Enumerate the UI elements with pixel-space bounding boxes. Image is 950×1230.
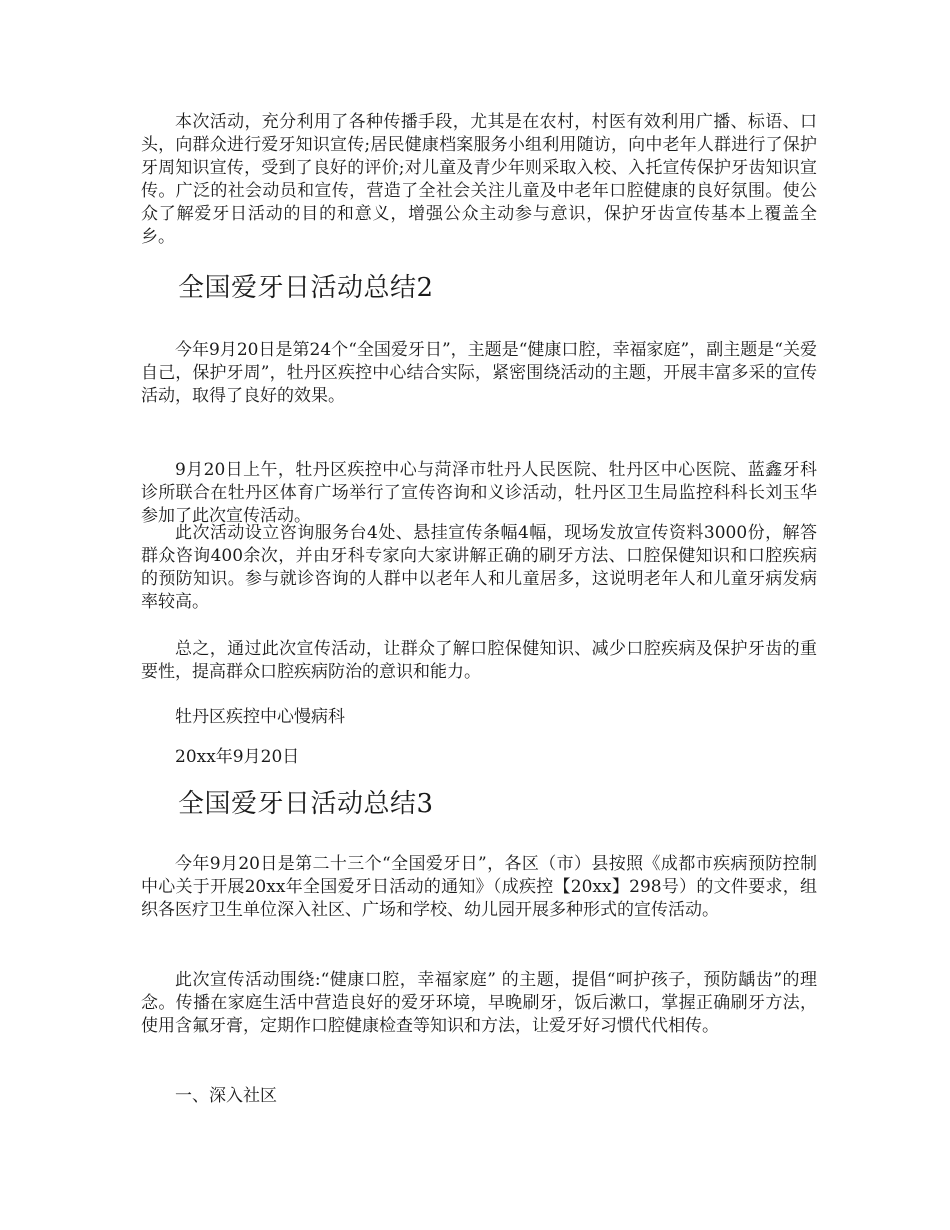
section-3-title: 全国爱牙日活动总结3 — [178, 789, 434, 819]
section-3-paragraph-1: 今年9月20日是第二十三个“全国爱牙日”，各区（市）县按照《成都市疾病预防控制中心关于开展20xx年全国爱牙日活动的通知》（成疾控【20xx】298号）的文件要求，组织各医疗卫生单位深入社区、广场和学校、幼儿园开展多种形式的宣传活动。 — [141, 854, 817, 920]
section-2-paragraph-1: 今年9月20日是第24个“全国爱牙日”，主题是“健康口腔，幸福家庭”，副主题是“关爱自己，保护牙周”，牡丹区疾控中心结合实际，紧密围绕活动的主题，开展丰富多采的宣传活动，取得了良好的效果。 — [141, 340, 817, 406]
paragraph-intro: 本次活动，充分利用了各种传播手段，尤其是在农村，村医有效利用广播、标语、口头，向群众进行爱牙知识宣传;居民健康档案服务小组利用随访，向中老年人群进行了保护牙周知识宣传，受到了良好的评价;对儿童及青少年则采取入校、入托宣传保护牙齿知识宣传。广泛的社会动员和宣传，营造了全社会关注儿童及中老年口腔健康的良好氛围。使公众了解爱牙日活动的目的和意义，增强公众主动参与意识，保护牙齿宣传基本上覆盖全乡。 — [141, 112, 817, 247]
section-3-paragraph-2: 此次宣传活动围绕:“健康口腔，幸福家庭” 的主题，提倡“呵护孩子，预防龋齿”的理念。传播在家庭生活中营造良好的爱牙环境，早晚刷牙，饭后漱口，掌握正确刷牙方法，使用含氟牙膏，定期作口腔健康检查等知识和方法，让爱牙好习惯代代相传。 — [141, 970, 817, 1036]
section-2-title: 全国爱牙日活动总结2 — [178, 273, 434, 303]
section-3-subheading-community: 一、深入社区 — [175, 1086, 277, 1106]
section-2-paragraph-2: 9月20日上午，牡丹区疾控中心与菏泽市牡丹人民医院、牡丹区中心医院、蓝鑫牙科诊所联合在牡丹区体育广场举行了宣传咨询和义诊活动，牡丹区卫生局监控科科长刘玉华参加了此次宣传活动。 — [141, 460, 817, 526]
section-2-date: 20xx年9月20日 — [175, 747, 300, 767]
section-2-signature: 牡丹区疾控中心慢病科 — [175, 707, 345, 727]
section-2-paragraph-4: 总之，通过此次宣传活动，让群众了解口腔保健知识、减少口腔疾病及保护牙齿的重要性，提高群众口腔疾病防治的意识和能力。 — [141, 639, 817, 682]
section-2-paragraph-3: 此次活动设立咨询服务台4处、悬挂宣传条幅4幅，现场发放宣传资料3000份，解答群众咨询400余次，并由牙科专家向大家讲解正确的刷牙方法、口腔保健知识和口腔疾病的预防知识。参与就诊咨询的人群中以老年人和儿童居多，这说明老年人和儿童牙病发病率较高。 — [141, 523, 817, 612]
